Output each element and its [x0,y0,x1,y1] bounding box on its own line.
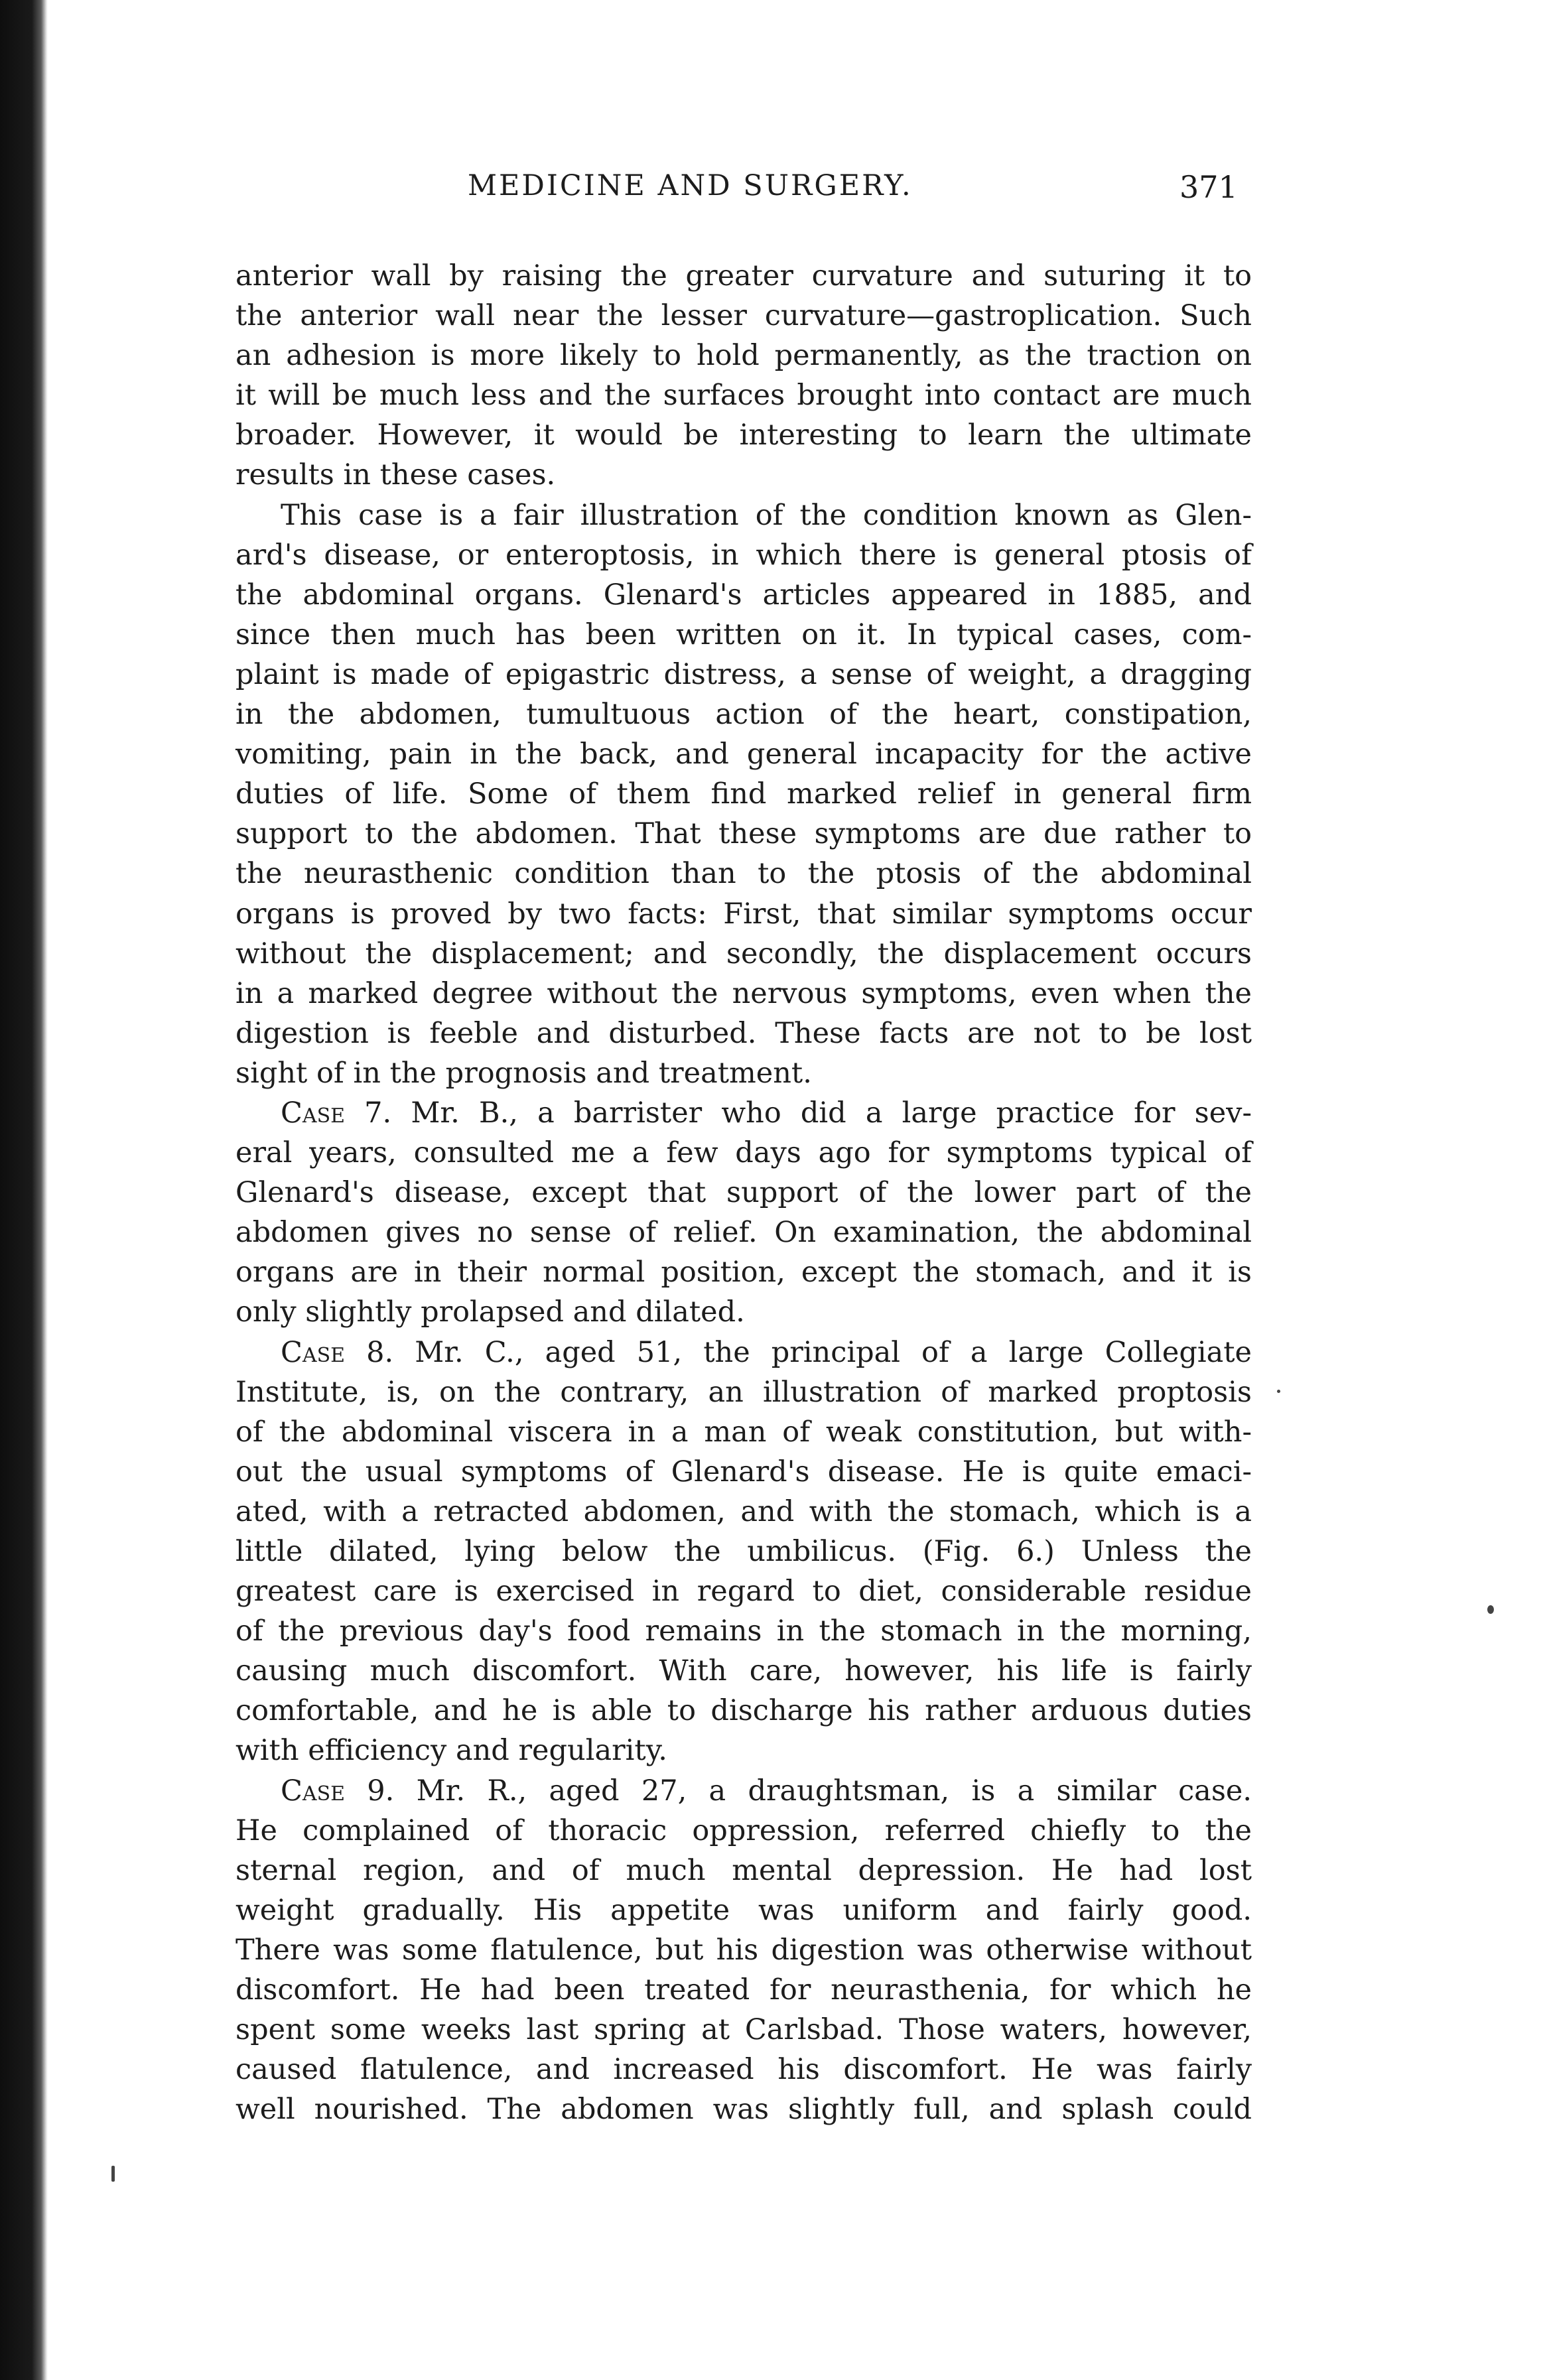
text-line [235,934,1252,974]
line-text: the neurasthenic condition than to the ptosis of the abdominal [235,857,1252,891]
text-line [235,1372,1252,1412]
scan-speck [1487,1605,1494,1614]
page-number: 371 [1179,169,1238,205]
text-line [235,1611,1252,1651]
text-line [235,2010,1252,2050]
text-line [235,1252,1252,1292]
text-line [235,814,1252,854]
case-label: Case 8. [281,1335,394,1369]
line-text: caused flatulence, and increased his discomfort. He was fairly [235,2053,1252,2087]
text-line [235,1890,1252,1930]
line-text: plaint is made of epigastric distress, a sense of weight, a dragging [235,657,1252,691]
line-text: Mr. R., aged 27, a draughtsman, is a similar case. [394,1774,1252,1808]
line-text: Institute, is, on the contrary, an illustration of marked proptosis [235,1375,1252,1409]
line-text: There was some flatulence, but his digestion was otherwise without [235,1933,1252,1967]
text-line [235,894,1252,934]
line-text: out the usual symptoms of Glenard's disease. He is quite emaci- [235,1455,1252,1488]
line-text: in the abdomen, tumultuous action of the heart, constipation, [235,698,1252,732]
line-text: support to the abdomen. That these symptoms are due rather to [235,817,1252,851]
line-text: This case is a fair illustration of the condition known as Glen- [281,498,1252,532]
case-label: Case 7. [281,1096,392,1130]
text-line [235,1333,1252,1372]
text-line [235,535,1252,575]
text-line [235,1014,1252,1053]
text-line [235,2089,1252,2129]
text-line [235,1811,1252,1851]
line-text: abdomen gives no sense of relief. On examination, the abdominal [235,1216,1252,1250]
line-text: discomfort. He had been treated for neurasthenia, for which he [235,1973,1252,2007]
line-text: it will be much less and the surfaces brought into contact are much [235,379,1252,413]
line-text: with efficiency and regularity. [235,1734,667,1768]
text-line [235,1851,1252,1890]
line-text: only slightly prolapsed and dilated. [235,1295,745,1329]
text-line [235,615,1252,655]
text-line [235,1053,1252,1093]
text-line [235,1492,1252,1532]
text-line [235,1412,1252,1452]
text-line [235,1571,1252,1611]
line-text: the anterior wall near the lesser curvature—gastroplication. Such [235,299,1252,333]
text-line [235,1970,1252,2010]
line-text: duties of life. Some of them find marked relief in general firm [235,777,1252,811]
text-line [235,256,1252,296]
line-text: He complained of thoracic oppression, referred chiefly to the [235,1814,1252,1847]
line-text: of the abdominal viscera in a man of weak constitution, but with- [235,1415,1252,1449]
line-text: since then much has been written on it. In typical cases, com- [235,618,1252,651]
text-line [235,296,1252,336]
line-text: an adhesion is more likely to hold permanently, as the traction on [235,339,1252,373]
text-line [235,1133,1252,1173]
text-line [235,854,1252,893]
page-binding-edge [0,0,48,2380]
line-text: of the previous day's food remains in the stomach in the morning, [235,1615,1252,1648]
line-text: vomiting, pain in the back, and general incapacity for the active [235,738,1252,771]
text-line [235,734,1252,774]
line-text: weight gradually. His appetite was uniform and fairly good. [235,1893,1252,1927]
text-line [235,496,1252,535]
text-line [235,1651,1252,1691]
text-line [235,1691,1252,1731]
line-text: anterior wall by raising the greater curvature and suturing it to [235,259,1252,293]
line-text: greatest care is exercised in regard to diet, considerable residue [235,1575,1252,1609]
line-text: Mr. C., aged 51, the principal of a large Collegiate [393,1335,1252,1369]
running-title: MEDICINE AND SURGERY. [468,169,913,202]
line-text: ard's disease, or enteroptosis, in which there is general ptosis of [235,538,1252,572]
text-line [235,774,1252,814]
line-text: spent some weeks last spring at Carlsbad. Those waters, however, [235,2013,1252,2047]
scan-speck [111,2166,115,2182]
line-text: ated, with a retracted abdomen, and with the stomach, which is a [235,1494,1252,1528]
text-line [235,655,1252,694]
scan-speck [1277,1390,1280,1393]
text-line [235,1213,1252,1252]
text-line [235,694,1252,734]
text-line [235,1292,1252,1332]
line-text: Glenard's disease, except that support of the lower part of the [235,1176,1252,1210]
line-text: eral years, consulted me a few days ago for symptoms typical of [235,1136,1252,1170]
case-label: Case 9. [281,1774,395,1808]
text-line [235,1771,1252,1811]
text-line [235,1731,1252,1770]
line-text: comfortable, and he is able to discharge his rather arduous duties [235,1694,1252,1728]
line-text: well nourished. The abdomen was slightly full, and splash could [235,2093,1252,2127]
line-text: without the displacement; and secondly, the displacement occurs [235,937,1252,970]
line-text: organs is proved by two facts: First, that similar symptoms occur [235,897,1252,931]
line-text: little dilated, lying below the umbilicus. (Fig. 6.) Unless the [235,1535,1252,1568]
line-text: digestion is feeble and disturbed. These facts are not to be lost [235,1016,1252,1050]
text-line [235,336,1252,375]
text-line [235,1532,1252,1571]
text-line [235,1173,1252,1213]
line-text: results in these cases. [235,458,556,492]
text-line [235,575,1252,615]
line-text: sight of in the prognosis and treatment. [235,1056,812,1090]
line-text: Mr. B., a barrister who did a large practice for sev- [391,1096,1252,1130]
line-text: broader. However, it would be interesting to learn the ultimate [235,419,1252,452]
text-line [235,1093,1252,1133]
running-head [0,169,1545,222]
text-line [235,1930,1252,1970]
line-text: causing much discomfort. With care, however, his life is fairly [235,1654,1252,1688]
line-text: sternal region, and of much mental depression. He had lost [235,1853,1252,1887]
line-text: the abdominal organs. Glenard's articles appeared in 1885, and [235,578,1252,612]
line-text: organs are in their normal position, except the stomach, and it is [235,1256,1252,1289]
text-line [235,2050,1252,2089]
text-line [235,375,1252,415]
text-line [235,974,1252,1014]
text-line [235,1452,1252,1492]
text-line [235,455,1252,495]
text-line [235,415,1252,455]
line-text: in a marked degree without the nervous symptoms, even when the [235,976,1252,1010]
body-text [235,256,1252,2129]
